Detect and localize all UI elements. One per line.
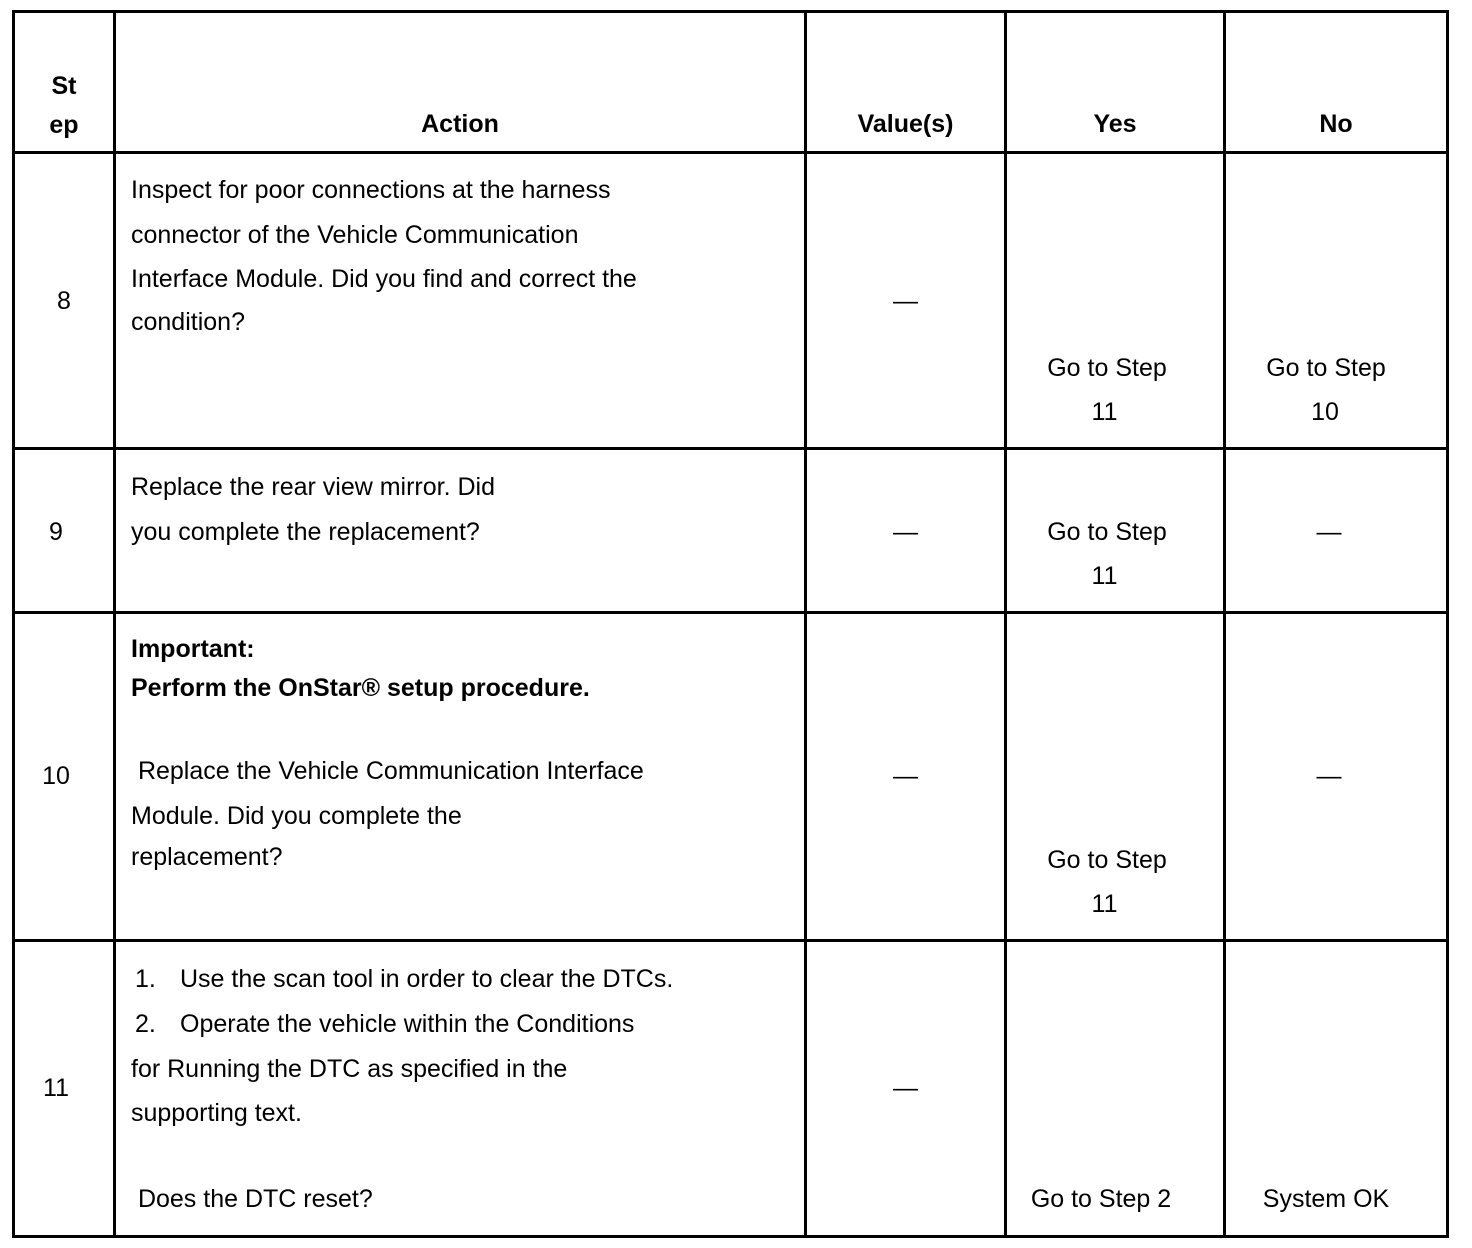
column-divider-step-action (113, 10, 116, 1238)
row-divider-9 (12, 611, 1449, 614)
important-text: Perform the OnStar® setup procedure. (131, 674, 590, 702)
header-no: No (1319, 110, 1353, 138)
table-border-right (1446, 10, 1449, 1238)
column-divider-action-values (804, 10, 807, 1238)
question-text: Does the DTC reset? (131, 1185, 373, 1213)
step-number: 10 (42, 762, 70, 790)
table-border-bottom (12, 1235, 1449, 1238)
yes-cell-line1: Go to Step (1047, 846, 1167, 874)
header-values: Value(s) (857, 110, 954, 138)
action-text-line: Inspect for poor connections at the harness (131, 176, 611, 204)
list-item-number: 1. (135, 965, 156, 993)
step-number: 11 (43, 1074, 69, 1102)
action-text-line: Module. Did you complete the (131, 802, 462, 830)
step-number: 8 (57, 287, 71, 315)
list-item-text: Operate the vehicle within the Conditions (180, 1010, 635, 1038)
header-step-line2: ep (49, 111, 79, 139)
header-action: Action (421, 110, 499, 138)
action-text-line: supporting text. (131, 1099, 302, 1127)
value-cell: — (893, 287, 918, 315)
no-cell: — (1316, 762, 1342, 790)
action-text-line: connector of the Vehicle Communication (131, 221, 579, 249)
no-cell-line1: Go to Step (1266, 354, 1386, 382)
important-label: Important: (131, 635, 255, 663)
action-text-line: Interface Module. Did you find and correct the (131, 265, 637, 293)
action-text-line: you complete the replacement? (131, 518, 480, 546)
column-divider-yes-no (1223, 10, 1226, 1238)
yes-cell-line1: Go to Step (1047, 354, 1167, 382)
yes-cell: Go to Step 2 (1030, 1185, 1172, 1213)
yes-cell-line1: Go to Step (1047, 518, 1167, 546)
header-step-line1: St (51, 72, 77, 100)
header-yes: Yes (1093, 110, 1137, 138)
table-border-top (12, 10, 1449, 13)
no-cell: System OK (1262, 1185, 1390, 1213)
value-cell: — (893, 518, 918, 546)
action-text-line: for Running the DTC as specified in the (131, 1055, 568, 1083)
value-cell: — (893, 762, 918, 790)
table-border-left (12, 10, 15, 1238)
row-divider-header (12, 151, 1449, 154)
no-cell-line2: 10 (1311, 398, 1339, 426)
action-text-line: Replace the rear view mirror. Did (131, 473, 496, 501)
yes-cell-line2: 11 (1091, 562, 1118, 590)
yes-cell-line2: 11 (1091, 890, 1118, 918)
row-divider-10 (12, 939, 1449, 942)
action-text-line: replacement? (131, 843, 283, 871)
step-number: 9 (49, 518, 63, 546)
row-divider-8 (12, 447, 1449, 450)
yes-cell-line2: 11 (1091, 398, 1118, 426)
no-cell: — (1316, 518, 1342, 546)
value-cell: — (893, 1074, 918, 1102)
column-divider-values-yes (1004, 10, 1007, 1238)
action-text-line: Replace the Vehicle Communication Interface (131, 757, 644, 785)
list-item-number: 2. (135, 1010, 156, 1038)
list-item-text: Use the scan tool in order to clear the DTCs. (180, 965, 674, 993)
action-text-line: condition? (131, 308, 245, 336)
